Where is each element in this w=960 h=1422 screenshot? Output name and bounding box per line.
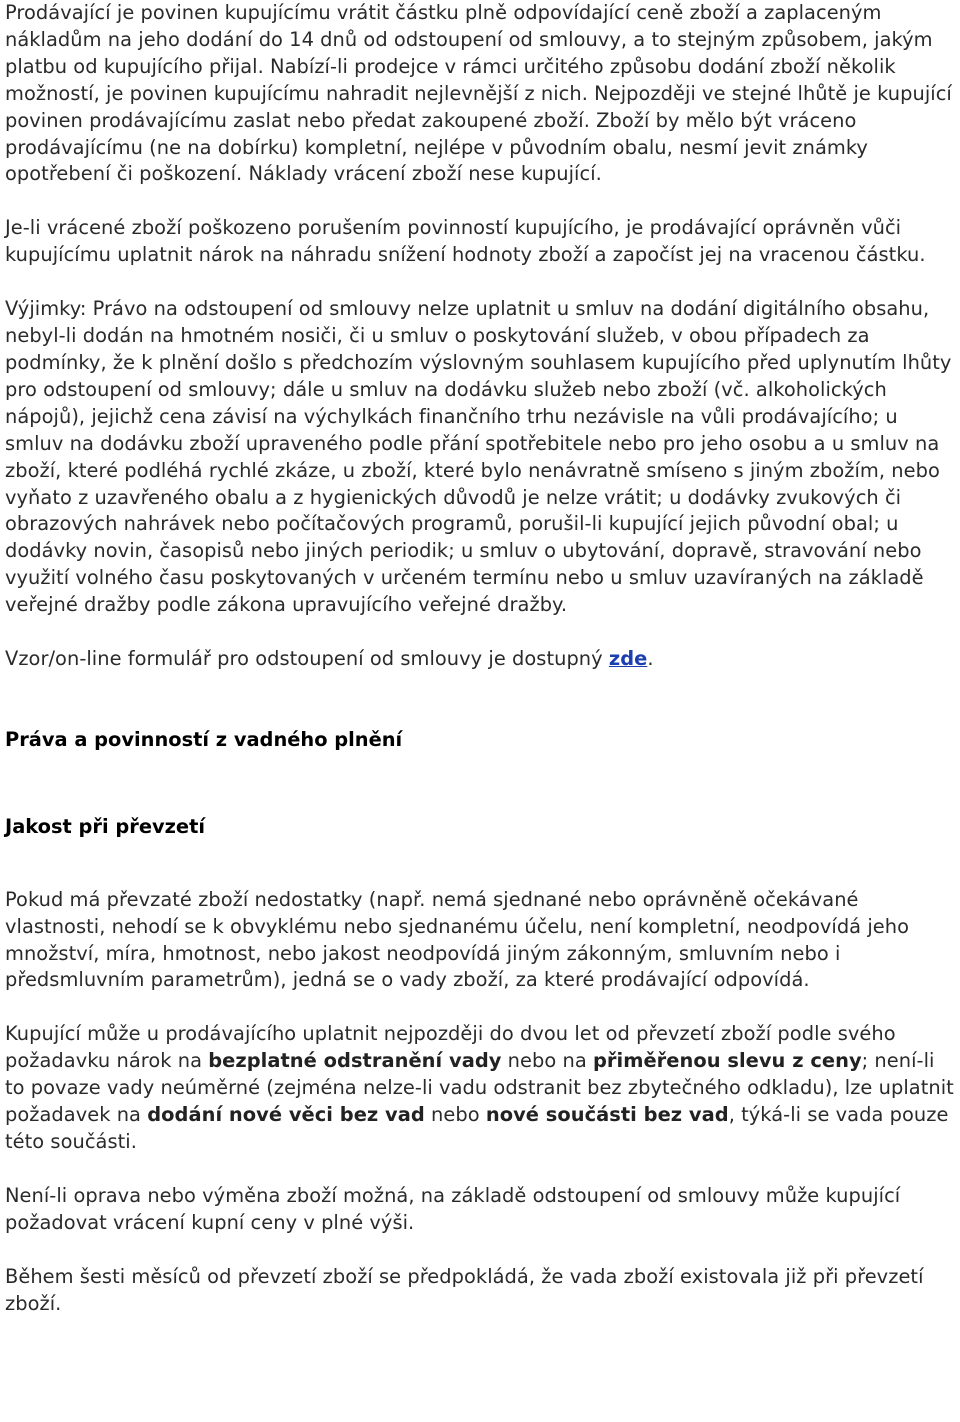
paragraph-damaged-goods: Je-li vrácené zboží poškozeno porušením povinností kupujícího, je prodávající oprávněn vůči kupujícímu uplatnit nárok na náhradu snížení hodnoty zboží a započíst jej na vracenou částku.: [5, 216, 926, 267]
claims-bold: dodání nové věci bez vad: [147, 1103, 425, 1127]
spacer: [5, 269, 957, 296]
claims-text: nebo: [424, 1103, 486, 1127]
paragraph-claims: [5, 1021, 957, 1156]
claims-bold: přiměřenou slevu z ceny: [592, 1049, 862, 1073]
heading-defective-performance: Práva a povinností z vadného plnění: [5, 727, 403, 751]
paragraph-refund: Prodávající je povinen kupujícímu vrátit částku plně odpovídající ceně zboží a zaplaceným nákladům na jeho dodání do 14 dnů od odstoupení od smlouvy, a to stejným způsobem, jakým platbu od kupujícího přijal. Nabízí-li prodejce v rámci určitého způsobu dodání zboží několik možností, je povinen kupujícímu nahradit nejlevnější z nich. Nejpozději ve stejné lhůtě je kupující povinen prodávajícímu zaslat nebo předat zakoupené zboží. Zboží by mělo být vráceno prodávajícímu (ne na dobírku) kompletní, nejlépe v původním obalu, nesmí jevit známky opotřebení či poškození. Náklady vrácení zboží nese kupující.: [5, 1, 952, 186]
claims-bold: bezplatné odstranění vady: [208, 1049, 502, 1073]
heading-quality-on-receipt: Jakost při převzetí: [5, 814, 205, 838]
claims-text: Kupující může u prodávajícího uplatnit nejpozději do dvou let od převzetí zboží podle svého požadavku nárok na: [5, 1022, 896, 1073]
claims-text: ; není-li to povaze vady neúměrné (zejména nelze-li vadu odstranit bez zbytečného odkladu), lze uplatnit požadavek na: [5, 1049, 954, 1127]
spacer: [5, 841, 957, 887]
paragraph-form-link: [5, 646, 957, 673]
spacer: [5, 1156, 957, 1183]
form-link-end: .: [647, 647, 654, 671]
form-link[interactable]: zde: [608, 647, 648, 671]
spacer: [5, 994, 957, 1021]
spacer: [5, 1237, 957, 1264]
paragraph-six-months: Během šesti měsíců od převzetí zboží se předpokládá, že vada zboží existovala již při převzetí zboží.: [5, 1264, 924, 1315]
spacer: [5, 673, 957, 727]
claims-text: nebo na: [501, 1049, 593, 1073]
paragraph-defects: Pokud má převzaté zboží nedostatky (např. nemá sjednané nebo oprávněně očekávané vlastnosti, nehodí se k obvyklému nebo sjednanému účelu, není kompletní, neodpovídá jeho množství, míra, hmotnost, nebo jakost neodpovídá jiným zákonným, smluvním nebo i předsmluvním parametrům), jedná se o vady zboží, za které prodávající odpovídá.: [5, 887, 909, 992]
paragraph-exceptions: Výjimky: Právo na odstoupení od smlouvy nelze uplatnit u smluv na dodání digitálního obsahu, nebyl-li dodán na hmotném nosiči, či u smluv o poskytování služeb, v obou případech za podmínky, že k plnění došlo s předchozím výslovným souhlasem kupujícího před uplynutím lhůty pro odstoupení od smlouvy; dále u smluv na dodávku služeb nebo zboží (vč. alkoholických nápojů), jejichž cena závisí na výchylkách finančního trhu nezávisle na vůli prodávajícího; u smluv na dodávku zboží upraveného podle přání spotřebitele nebo pro jeho osobu a u smluv na zboží, které podléhá rychlé zkáze, u zboží, které bylo nenávratně smíseno s jiným zbožím, nebo vyňato z uzavřeného obalu a z hygienických důvodů je nelze vrátit; u dodávky zvukových či obrazových nahrávek nebo počítačových programů, porušil-li kupující jejich původní obal; u dodávky novin, časopisů nebo jiných periodik; u smluv o ubytování, dopravě, stravování nebo využití volného času poskytovaných v určeném termínu nebo u smluv uzavíraných na základě veřejné dražby podle zákona upravujícího veřejné dražby.: [5, 297, 952, 617]
claims-text: , týká-li se vada pouze této součásti.: [5, 1103, 949, 1153]
paragraph-refund-full-price: Není-li oprava nebo výměna zboží možná, na základě odstoupení od smlouvy může kupující požadovat vrácení kupní ceny v plné výši.: [5, 1183, 901, 1234]
form-link-text: Vzor/on-line formulář pro odstoupení od smlouvy je dostupný: [5, 647, 609, 671]
spacer: [5, 188, 957, 215]
claims-bold: nové součásti bez vad: [485, 1103, 729, 1127]
spacer: [5, 754, 957, 814]
spacer: [5, 619, 957, 646]
